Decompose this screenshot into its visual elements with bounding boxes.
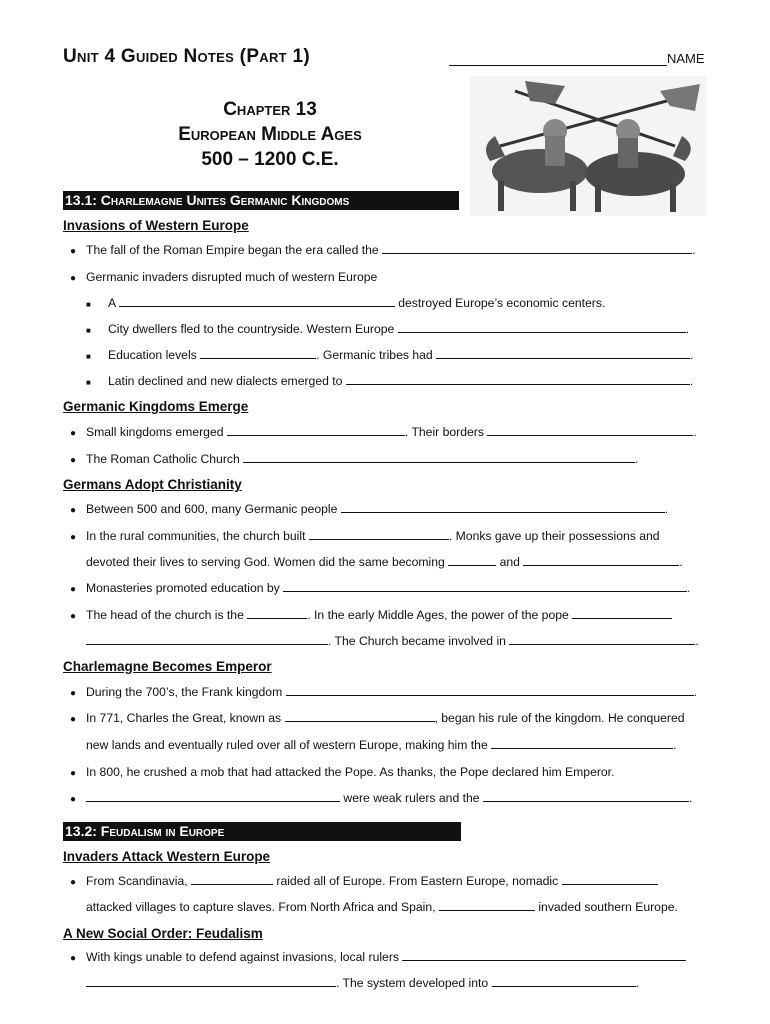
blank-field[interactable] <box>436 347 690 359</box>
line-text: The fall of the Roman Empire began the era called the <box>86 243 379 257</box>
list-item <box>86 321 689 339</box>
bullet-icon: ● <box>70 688 77 699</box>
square-bullet-icon: ■ <box>86 378 91 387</box>
name-field[interactable] <box>449 51 705 66</box>
square-bullet-icon: ■ <box>86 352 91 361</box>
list-item-continued <box>86 737 677 753</box>
subhead-kingdoms: Germanic Kingdoms Emerge <box>63 399 249 414</box>
blank-field[interactable] <box>572 607 672 619</box>
bullet-icon: ● <box>70 455 77 466</box>
subhead-invasions: Invasions of Western Europe <box>63 218 249 233</box>
list-item <box>70 790 692 808</box>
line-text: . The system developed into <box>336 976 489 990</box>
blank-field[interactable] <box>191 873 273 885</box>
blank-field[interactable] <box>448 554 496 566</box>
bullet-icon: ● <box>70 953 77 964</box>
bullet-icon: ● <box>70 532 77 543</box>
unit-title: Unit 4 Guided Notes (Part 1) <box>63 46 310 67</box>
line-text: . <box>693 685 698 699</box>
section-13-2-header: 13.2: Feudalism in Europe <box>63 822 461 841</box>
line-text: The Roman Catholic Church <box>86 452 240 466</box>
chapter-heading <box>100 97 440 172</box>
line-text: . <box>692 243 696 257</box>
line-text: . <box>688 791 693 805</box>
blank-field[interactable] <box>562 873 658 885</box>
blank-field[interactable] <box>247 607 307 619</box>
list-item <box>70 710 685 728</box>
line-text: . <box>635 976 639 990</box>
list-item <box>70 269 377 287</box>
bullet-icon: ● <box>70 611 77 622</box>
line-text: City dwellers fled to the countryside. Western Europe <box>108 322 395 336</box>
list-item-continued <box>86 633 699 649</box>
line-text: were weak rulers and the <box>343 791 480 805</box>
list-item <box>86 373 693 391</box>
chapter-title: European Middle Ages <box>178 124 362 145</box>
line-text: devoted their lives to serving God. Women did the same becoming <box>86 555 445 569</box>
line-text: . <box>635 452 639 466</box>
list-item <box>70 528 660 546</box>
blank-field[interactable] <box>86 790 340 802</box>
line-text: raided all of Europe. From Eastern Europe, nomadic <box>276 874 559 888</box>
line-text: . <box>679 555 683 569</box>
line-text: . Monks gave up their possessions and <box>448 529 660 543</box>
line-text: Education levels <box>108 348 197 362</box>
line-text: . <box>685 322 690 336</box>
blank-field[interactable] <box>119 295 395 307</box>
line-text: Monasteries promoted education by <box>86 581 280 595</box>
line-text: . <box>695 634 699 648</box>
line-text: . <box>689 374 694 388</box>
bullet-icon: ● <box>70 714 77 725</box>
blank-field[interactable] <box>509 633 695 645</box>
square-bullet-icon: ■ <box>86 326 91 335</box>
subhead-attack: Invaders Attack Western Europe <box>63 849 271 864</box>
square-bullet-icon: ■ <box>86 300 91 309</box>
blank-field[interactable] <box>285 710 435 722</box>
line-text: Germanic invaders disrupted much of western Europe <box>86 270 378 284</box>
section-13-1-header: 13.1: Charlemagne Unites Germanic Kingdoms <box>63 191 459 210</box>
blank-field[interactable] <box>86 975 336 987</box>
blank-field[interactable] <box>439 899 535 911</box>
line-text: invaded southern Europe. <box>538 900 678 914</box>
line-text: From Scandinavia, <box>86 874 188 888</box>
line-text: The head of the church is the <box>86 608 244 622</box>
blank-field[interactable] <box>491 737 673 749</box>
line-text: . <box>673 738 677 752</box>
name-label: NAME <box>667 51 705 66</box>
bullet-icon: ● <box>70 246 77 257</box>
chapter-number: Chapter 13 <box>223 99 317 120</box>
blank-field[interactable] <box>283 580 687 592</box>
line-text: . Germanic tribes had <box>316 348 433 362</box>
list-item-continued <box>86 899 678 915</box>
jousting-knights-illustration <box>470 76 707 216</box>
blank-field[interactable] <box>402 949 686 961</box>
line-text: . <box>693 425 697 439</box>
list-item-continued <box>86 554 683 570</box>
line-text: attacked villages to capture slaves. From North Africa and Spain, <box>86 900 436 914</box>
blank-field[interactable] <box>286 684 694 696</box>
blank-field[interactable] <box>243 451 635 463</box>
list-item <box>70 873 658 891</box>
line-text: During the 700’s, the Frank kingdom <box>86 685 283 699</box>
line-text: new lands and eventually ruled over all of western Europe, making him the <box>86 738 488 752</box>
line-text: In 800, he crushed a mob that had attacked the Pope. As thanks, the Pope declared him Emperor. <box>86 765 615 779</box>
bullet-icon: ● <box>70 505 77 516</box>
line-text: , began his rule of the kingdom. He conquered <box>434 711 685 725</box>
list-item <box>70 580 691 598</box>
blank-field[interactable] <box>523 554 679 566</box>
list-item-continued <box>86 975 639 991</box>
line-text: . Their borders <box>404 425 484 439</box>
list-item <box>86 295 605 313</box>
line-text: destroyed Europe’s economic centers. <box>398 296 606 310</box>
list-item <box>70 949 686 967</box>
line-text: . The Church became involved in <box>328 634 506 648</box>
blank-field[interactable] <box>346 373 690 385</box>
blank-field[interactable] <box>309 528 449 540</box>
line-text: and <box>499 555 520 569</box>
list-item <box>70 607 672 625</box>
blank-field[interactable] <box>487 424 693 436</box>
blank-field[interactable] <box>492 975 636 987</box>
list-item <box>70 684 697 702</box>
bullet-icon: ● <box>70 428 77 439</box>
list-item <box>70 501 668 519</box>
blank-field[interactable] <box>200 347 316 359</box>
bullet-icon: ● <box>70 768 77 779</box>
chapter-dates: 500 – 1200 C.E. <box>201 149 339 170</box>
blank-field[interactable] <box>398 321 686 333</box>
line-text: In the rural communities, the church built <box>86 529 306 543</box>
subhead-emperor: Charlemagne Becomes Emperor <box>63 659 272 674</box>
line-text: Between 500 and 600, many Germanic people <box>86 502 338 516</box>
blank-field[interactable] <box>483 790 689 802</box>
subhead-order: A New Social Order: Feudalism <box>63 926 263 941</box>
list-item <box>70 764 614 782</box>
bullet-icon: ● <box>70 877 77 888</box>
blank-field[interactable] <box>341 501 665 513</box>
line-text: With kings unable to defend against invasions, local rulers <box>86 950 399 964</box>
line-text: In 771, Charles the Great, known as <box>86 711 282 725</box>
list-item <box>70 451 639 469</box>
line-text: Latin declined and new dialects emerged to <box>108 374 343 388</box>
bullet-icon: ● <box>70 794 77 805</box>
line-text: A <box>108 296 116 310</box>
line-text: . In the early Middle Ages, the power of the pope <box>307 608 569 622</box>
bullet-icon: ● <box>70 273 77 284</box>
list-item <box>86 347 693 365</box>
line-text: . <box>687 581 691 595</box>
blank-field[interactable] <box>86 633 328 645</box>
line-text: Small kingdoms emerged <box>86 425 224 439</box>
line-text: . <box>664 502 669 516</box>
blank-field[interactable] <box>227 424 405 436</box>
line-text: . <box>690 348 694 362</box>
list-item <box>70 424 697 442</box>
subhead-christianity: Germans Adopt Christianity <box>63 477 242 492</box>
list-item <box>70 242 695 260</box>
blank-field[interactable] <box>382 242 692 254</box>
bullet-icon: ● <box>70 584 77 595</box>
